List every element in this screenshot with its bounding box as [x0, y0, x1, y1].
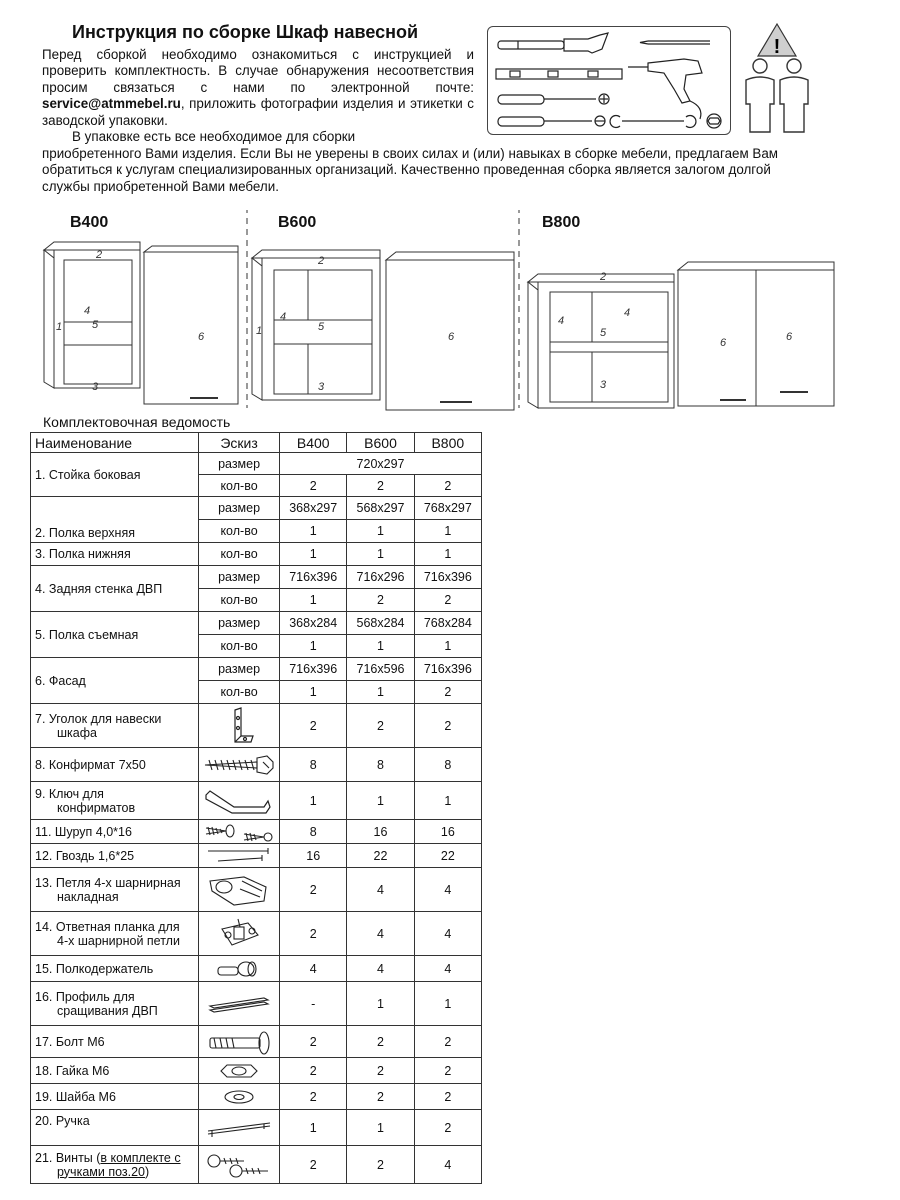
- svg-text:4: 4: [624, 307, 631, 319]
- table-row: кол-во 1 1 1: [31, 635, 482, 658]
- handle-icon: [204, 1117, 274, 1139]
- table-row: 8. Конфирмат 7x50 8 8 8: [31, 748, 482, 782]
- table-row: 5. Полка съемная размер 368x284 568x284 768x284: [31, 612, 482, 635]
- hinge-plate-icon: [214, 915, 264, 953]
- table-row: 7. Уголок для навески шкафа 2 2 2: [31, 704, 482, 748]
- svg-text:2: 2: [96, 249, 103, 261]
- svg-text:2: 2: [318, 255, 325, 267]
- table-row: 4. Задняя стенка ДВП размер 716x396 716x296 716x396: [31, 566, 482, 589]
- svg-text:4: 4: [280, 311, 287, 323]
- svg-text:5: 5: [318, 321, 325, 333]
- svg-text:5: 5: [92, 319, 99, 331]
- svg-text:5: 5: [600, 327, 607, 339]
- col-header-b400: В400: [280, 433, 347, 453]
- svg-text:6: 6: [448, 331, 455, 343]
- intro-paragraph-continued: приобретенного Вами изделия. Если Вы не уверены в своих силах и (или) навыках в сборке мебели, предлагаем Вам обратиться к услугам специализированных организаций. Качественно проведенная сборка является залогом долгой службы приобретенной Вами мебели.: [42, 146, 778, 194]
- cabinet-drawings-icon: [40, 210, 840, 420]
- table-row: 17. Болт М6 2 2 2: [31, 1026, 482, 1058]
- table-row: 16. Профиль для сращивания ДВП - 1 1: [31, 982, 482, 1026]
- cabinet-models-diagram: [40, 210, 840, 420]
- col-header-name: Наименование: [31, 433, 199, 453]
- spec-table: [30, 432, 482, 1184]
- page-title: Инструкция по сборке Шкаф навесной: [72, 22, 419, 42]
- model-label-b800: В800: [542, 214, 581, 231]
- svg-text:3: 3: [92, 381, 99, 393]
- shelf-pin-icon: [214, 958, 264, 980]
- model-label-b400: В400: [70, 214, 109, 231]
- wood-screw-icon: [204, 822, 274, 842]
- table-row: 12. Гвоздь 1,6*25 16 22 22: [31, 844, 482, 868]
- svg-text:1: 1: [56, 321, 63, 333]
- washer-icon: [219, 1086, 259, 1108]
- intro-paragraph: Перед сборкой необходимо ознакомиться с инструкцией и проверить комплектность. В случае обнаружения несоответствия просим связаться с нами по электронной почте: service@atmmebel.ru, приложить фотографии изделия и этикетки с заводской упаковки. В упаковке есть все необходимое для сборки: [42, 47, 474, 145]
- svg-text:4: 4: [558, 315, 565, 327]
- table-row: 14. Ответная планка для 4-х шарнирной петли 2 4 4: [31, 912, 482, 956]
- svg-text:!: !: [773, 36, 781, 58]
- table-row: 21. Винты (в комплекте с ручками поз.20) 2 2 4: [31, 1146, 482, 1184]
- table-row: 18. Гайка М6 2 2 2: [31, 1058, 482, 1084]
- table-row: кол-во 1 1 2: [31, 681, 482, 704]
- tools-icon: [488, 27, 732, 136]
- col-header-b800: В800: [414, 433, 481, 453]
- table-row: 20. Ручка 1 1 2: [31, 1110, 482, 1146]
- table-row: 2. Полка верхняя размер 368x297 568x297 768x297: [31, 497, 482, 520]
- joining-profile-icon: [206, 992, 272, 1016]
- col-header-sketch: Эскиз: [199, 433, 280, 453]
- svg-text:3: 3: [600, 379, 607, 391]
- svg-text:6: 6: [198, 331, 205, 343]
- table-row: 1. Стойка боковая размер 720x297: [31, 453, 482, 475]
- table-header-row: [31, 433, 482, 453]
- table-row: 11. Шуруп 4,0*16 8 16 16: [31, 820, 482, 844]
- handle-screw-icon: [204, 1151, 274, 1179]
- tools-illustration: [487, 26, 731, 135]
- nail-icon: [204, 846, 274, 866]
- svg-text:6: 6: [720, 337, 727, 349]
- svg-text:2: 2: [600, 271, 607, 283]
- nut-icon: [219, 1060, 259, 1082]
- svg-text:4: 4: [84, 305, 91, 317]
- corner-bracket-icon: [221, 706, 257, 746]
- table-row: 15. Полкодержатель 4 4 4: [31, 956, 482, 982]
- spec-table-caption: Комплектовочная ведомость: [43, 414, 231, 430]
- table-row: кол-во 1 1 1: [31, 520, 482, 543]
- warning-two-persons-icon: [738, 22, 816, 134]
- table-row: 9. Ключ для конфирматов 1 1 1: [31, 782, 482, 820]
- two-person-warning: [738, 22, 816, 134]
- hex-key-icon: [204, 787, 274, 815]
- svg-text:1: 1: [256, 325, 263, 337]
- table-row: 13. Петля 4-х шарнирная накладная 2 4 4: [31, 868, 482, 912]
- table-row: кол-во 1 2 2: [31, 589, 482, 612]
- hinge-icon: [206, 871, 272, 909]
- table-row: 19. Шайба М6 2 2 2: [31, 1084, 482, 1110]
- table-row: кол-во 2 2 2: [31, 475, 482, 497]
- table-row: 3. Полка нижняя кол-во 1 1 1: [31, 543, 482, 566]
- svg-text:6: 6: [786, 331, 793, 343]
- table-row: 6. Фасад размер 716x396 716x596 716x396: [31, 658, 482, 681]
- col-header-b600: В600: [347, 433, 414, 453]
- support-email: service@atmmebel.ru: [42, 96, 181, 112]
- svg-text:3: 3: [318, 381, 325, 393]
- confirmat-screw-icon: [203, 754, 275, 776]
- model-label-b600: В600: [278, 214, 317, 231]
- bolt-icon: [206, 1029, 272, 1055]
